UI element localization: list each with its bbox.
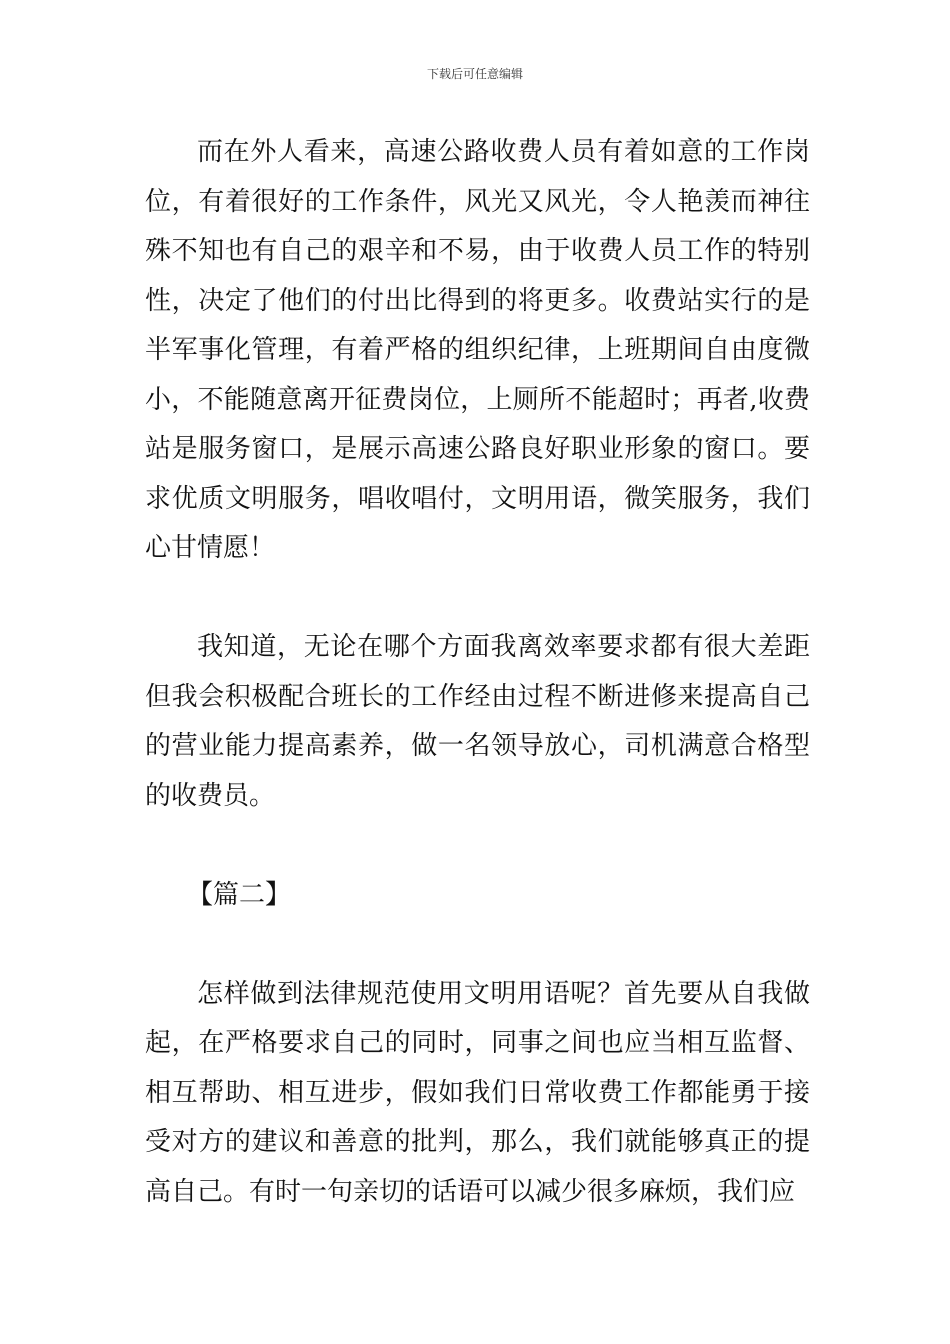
paragraph-self-improvement: 我知道，无论在哪个方面我离效率要求都有很大差距但我会积极配合班长的工作经由过程不断进修来提高自己的营业能力提高素养，做一名领导放心，司机满意合格型的收费员。 xyxy=(145,632,810,811)
document-body xyxy=(145,128,810,1217)
section-heading: 【篇二】 xyxy=(187,879,292,910)
paragraph-civil-language: 怎样做到法律规范使用文明用语呢？首先要从自我做起，在严格要求自己的同时，同事之间也应当相互监督、相互帮助、相互进步，假如我们日常收费工作都能勇于接受对方的建议和善意的批判，那么，我们就能够真正的提高自己。有时一句亲切的话语可以减少很多麻烦，我们应 xyxy=(145,978,810,1207)
page-header-note: 下载后可任意编辑 xyxy=(426,67,523,81)
paragraph-gap xyxy=(145,920,810,970)
paragraph-gap xyxy=(145,574,810,624)
paragraph-toll-staff-life: 而在外人看来，高速公路收费人员有着如意的工作岗位，有着很好的工作条件，风光又风光，令人艳羡而神往殊不知也有自己的艰辛和不易，由于收费人员工作的特别性，决定了他们的付出比得到的将更多。收费站实行的是半军事化管理，有着严格的组织纪律，上班期间自由度微小，不能随意离开征费岗位，上厕所不能超时；再者,收费站是服务窗口，是展示高速公路良好职业形象的窗口。要求优质文明服务，唱收唱付，文明用语，微笑服务，我们心甘情愿！ xyxy=(145,137,810,563)
paragraph-gap xyxy=(145,821,810,871)
